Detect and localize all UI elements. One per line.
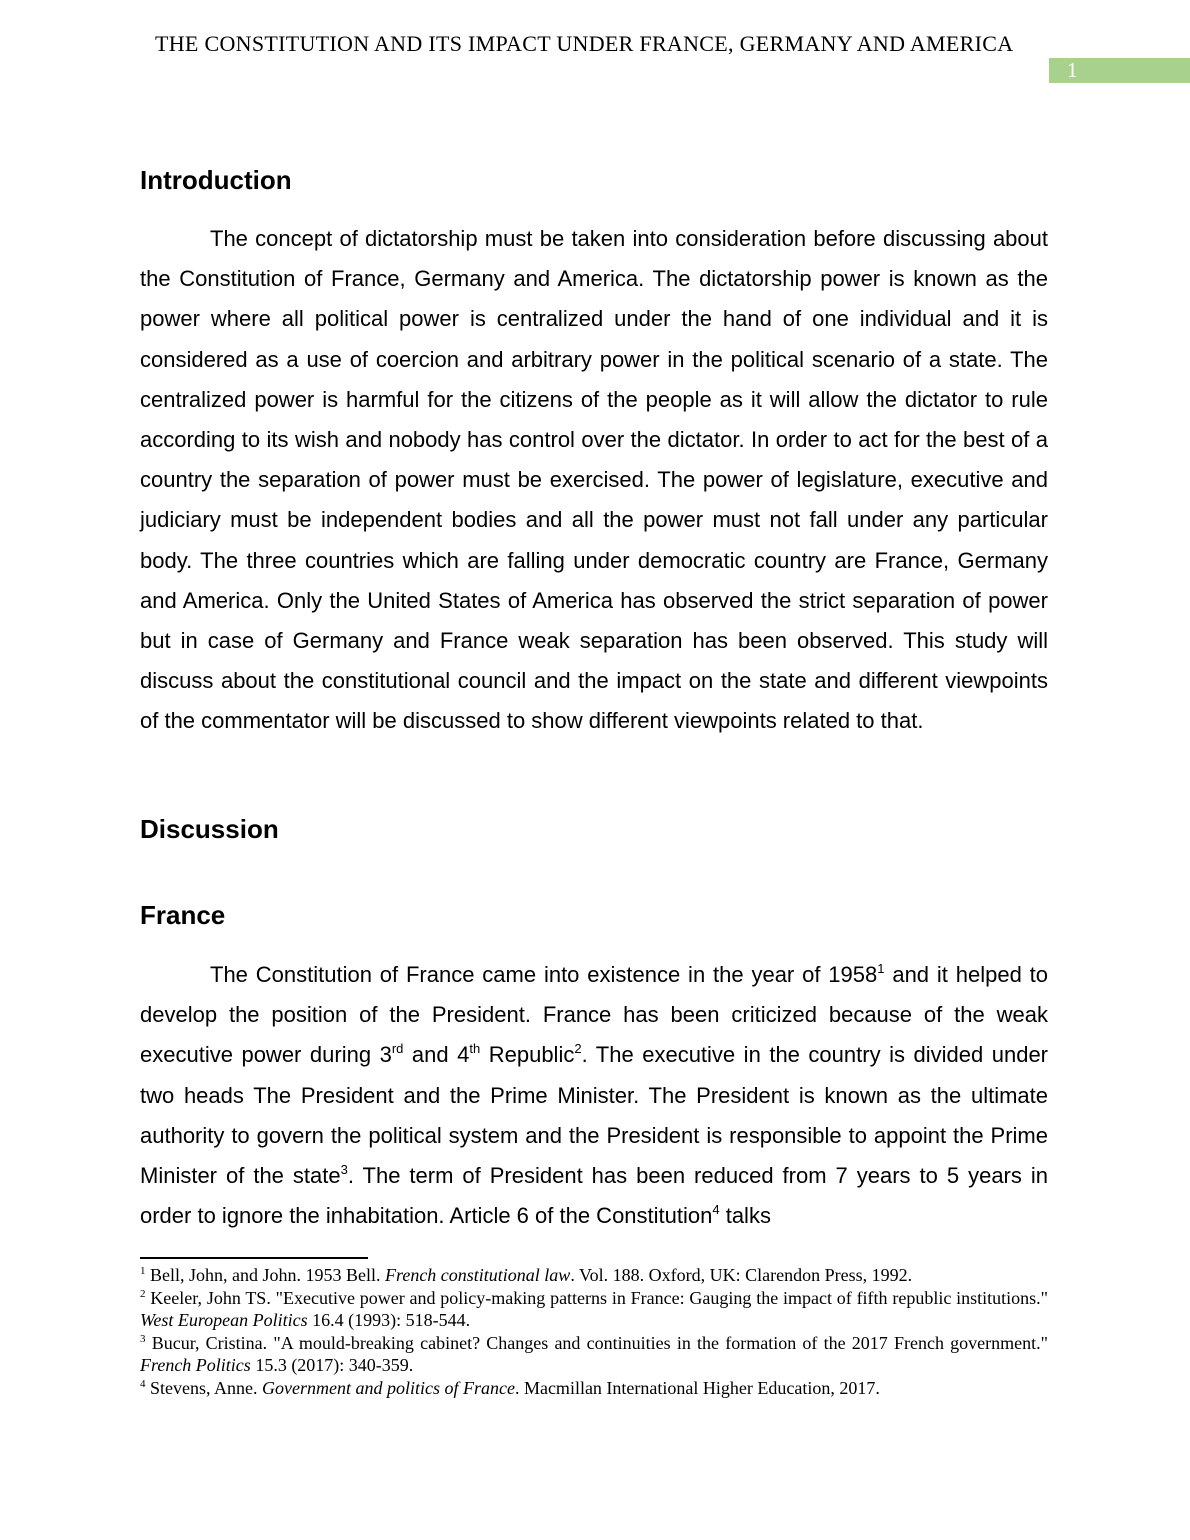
footnotes xyxy=(140,1264,1048,1399)
footnote-title: French Politics xyxy=(140,1355,251,1375)
footnote-ref-3[interactable]: 3 xyxy=(340,1162,348,1178)
introduction-heading: Introduction xyxy=(140,165,292,195)
footnote-ref-1[interactable]: 1 xyxy=(877,961,885,976)
page-number: 1 xyxy=(1067,58,1078,82)
footnote-text: . Macmillan International Higher Education, 2017. xyxy=(514,1377,880,1398)
france-text-2: and it helped to develop the position of the President. France has been criticized because of the weak executive power during 3 xyxy=(140,962,1048,1068)
footnote-2 xyxy=(140,1287,1048,1332)
footnote-4 xyxy=(140,1377,1048,1400)
footnote-separator xyxy=(140,1257,368,1259)
france-heading: France xyxy=(140,900,226,930)
footnote-text: 16.4 (1993): 518-544. xyxy=(307,1310,471,1330)
introduction-paragraph xyxy=(140,219,1048,742)
footnote-number: 3 xyxy=(140,1332,146,1345)
footnote-text: . Vol. 188. Oxford, UK: Clarendon Press, 1992. xyxy=(570,1265,913,1285)
page-number-bar xyxy=(1049,58,1190,83)
footnote-number: 2 xyxy=(140,1287,146,1300)
footnote-ref-2[interactable]: 2 xyxy=(574,1041,582,1057)
footnote-title: French constitutional law xyxy=(385,1265,571,1285)
discussion-heading: Discussion xyxy=(140,814,279,844)
ordinal-suffix-rd: rd xyxy=(391,1041,404,1057)
france-text-7: talks xyxy=(719,1203,771,1229)
france-text-6: . The term of President has been reduced from 7 years to 5 years in order to ignore the inhabitation. Article 6 of the Constitution xyxy=(140,1163,1048,1229)
france-text-1: The Constitution of France came into existence in the year of 1958 xyxy=(210,962,878,987)
footnote-number: 4 xyxy=(140,1377,146,1390)
ordinal-suffix-th: th xyxy=(469,1041,481,1057)
footnote-ref-4[interactable]: 4 xyxy=(712,1202,720,1218)
footnote-text: Bucur, Cristina. "A mould-breaking cabinet? Changes and continuities in the formation of the 2017 French government." xyxy=(145,1332,1048,1353)
footnote-text: Keeler, John TS. "Executive power and policy-making patterns in France: Gauging the impact of fifth republic institutions." xyxy=(145,1287,1048,1308)
france-text-5: . The executive in the country is divided under two heads The President and the Prime Minister. The President is known as the ultimate authority to govern the political system and the President is responsible to appoint the Prime Minister of the state xyxy=(140,1042,1048,1189)
footnote-text: Bell, John, and John. 1953 Bell. xyxy=(145,1265,385,1285)
france-paragraph xyxy=(140,955,1048,1236)
footnote-number: 1 xyxy=(140,1265,146,1277)
running-header-title: THE CONSTITUTION AND ITS IMPACT UNDER FRANCE, GERMANY AND AMERICA xyxy=(155,31,1014,56)
footnote-text: Stevens, Anne. xyxy=(145,1377,262,1398)
footnote-title: West European Politics xyxy=(140,1310,308,1330)
footnote-title: Government and politics of France xyxy=(262,1377,515,1398)
footnote-text: 15.3 (2017): 340-359. xyxy=(250,1355,414,1375)
introduction-text: The concept of dictatorship must be taken into consideration before discussing about the Constitution of France, Germany and America. The dictatorship power is known as the power where all political power is centralized under the hand of one individual and it is considered as a use of coercion and arbitrary power in the political scenario of a state. The centralized power is harmful for the citizens of the people as it will allow the dictator to rule according to its wish and nobody has control over the dictator. In order to act for the best of a country the separation of power must be exercised. The power of legislature, executive and judiciary must be independent bodies and all the power must not fall under any particular body. The three countries which are falling under democratic country are France, Germany and America. Only the United States of America has observed the strict separation of power but in case of Germany and France weak separation has been observed. This study will discuss about the constitutional council and the impact on the state and different viewpoints of the commentator will be discussed to show different viewpoints related to that. xyxy=(140,226,1048,734)
france-text-4: Republic xyxy=(480,1042,575,1068)
france-text-3: and 4 xyxy=(403,1042,470,1068)
footnote-1 xyxy=(140,1264,1048,1287)
footnote-3 xyxy=(140,1332,1048,1377)
